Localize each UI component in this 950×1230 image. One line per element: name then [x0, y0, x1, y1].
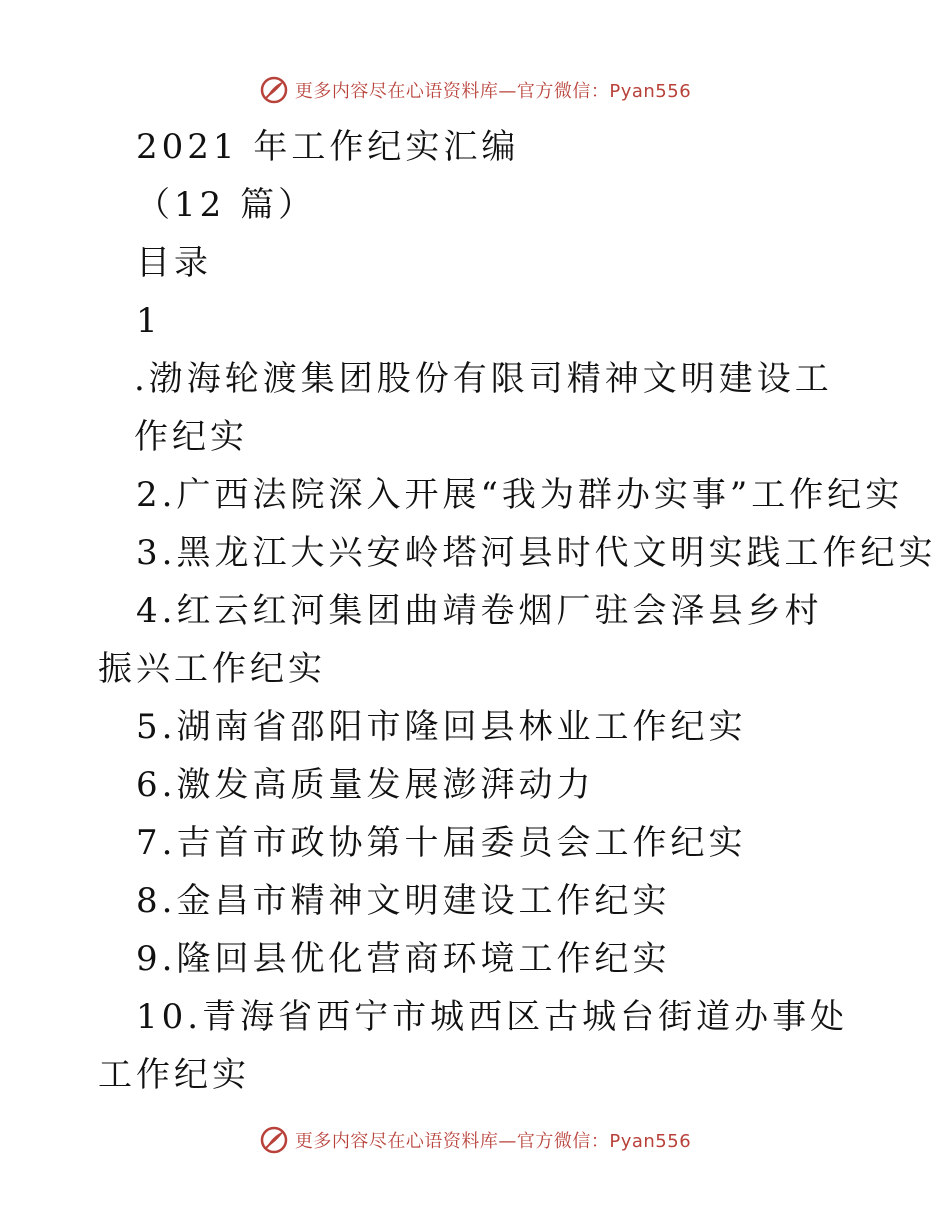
feather-quill-logo-icon [259, 75, 289, 105]
toc-item-6: 6.激发高质量发展澎湃动力 [136, 765, 595, 805]
watermark-text: 更多内容尽在心语资料库—官方微信：Pyan556 [294, 81, 692, 102]
watermark-text: 更多内容尽在心语资料库—官方微信：Pyan556 [294, 1131, 692, 1152]
toc-item-4: 4.红云红河集团曲靖卷烟厂驻会泽县乡村振兴工作纪实 [98, 591, 823, 689]
document-body [98, 118, 937, 1104]
toc-item-10: 10.青海省西宁市城西区古城台街道办事处工作纪实 [98, 997, 849, 1095]
footer-watermark [0, 1120, 950, 1160]
feather-quill-logo-icon [259, 1125, 289, 1155]
toc-item-1: .渤海轮渡集团股份有限司精神文明建设工作纪实 [134, 359, 833, 457]
toc-item-2: 2.广西法院深入开展“我为群办实事”工作纪实 [136, 475, 904, 515]
toc-heading: 目录 [136, 243, 212, 283]
toc-item-7: 7.吉首市政协第十届委员会工作纪实 [136, 823, 747, 863]
document-subtitle: （12 篇） [136, 185, 317, 225]
toc-item1-number: 1 [136, 301, 162, 341]
toc-item-8: 8.金昌市精神文明建设工作纪实 [136, 881, 671, 921]
header-watermark [0, 70, 950, 110]
toc-item-3: 3.黑龙江大兴安岭塔河县时代文明实践工作纪实 [136, 533, 937, 573]
toc-item-5: 5.湖南省邵阳市隆回县林业工作纪实 [136, 707, 747, 747]
document-title: 2021 年工作纪实汇编 [136, 127, 520, 167]
toc-item-9: 9.隆回县优化营商环境工作纪实 [136, 939, 671, 979]
